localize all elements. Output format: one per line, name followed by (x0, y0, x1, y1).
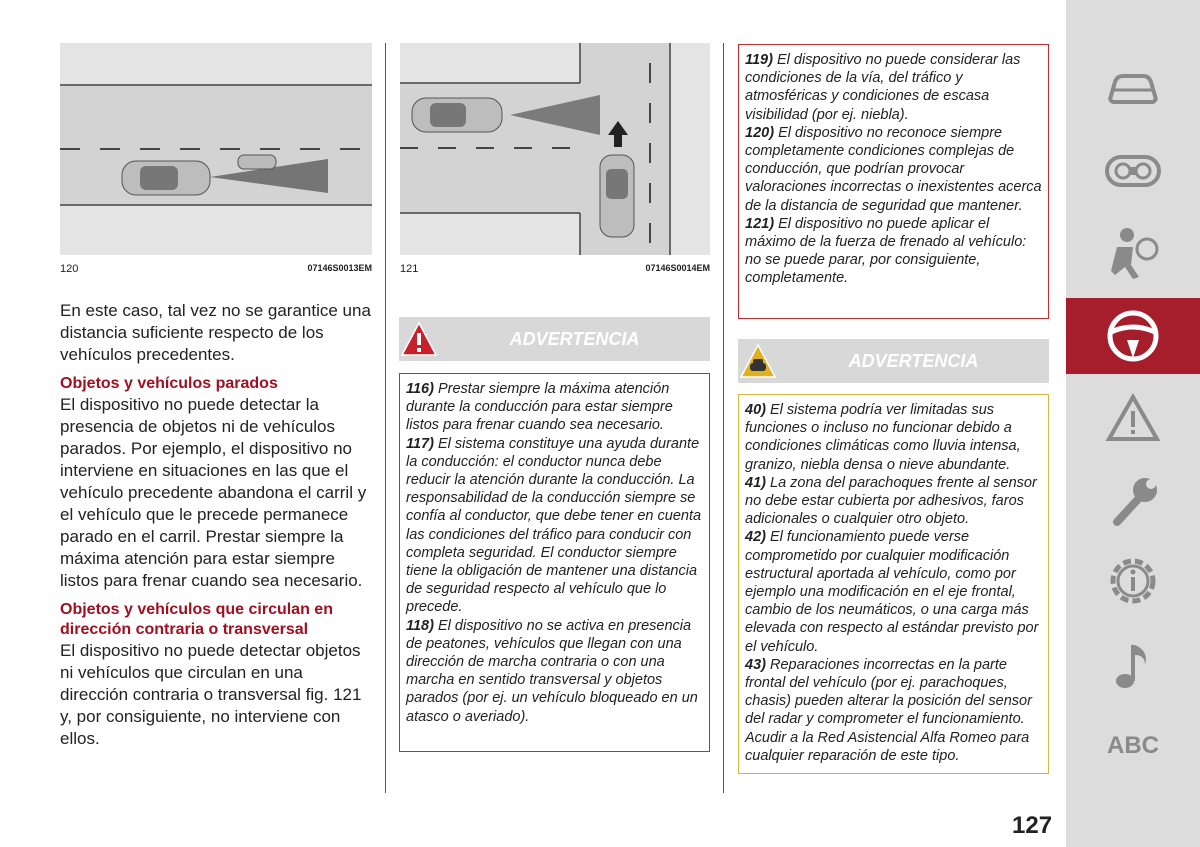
warning-item: 43) Reparaciones incorrectas en la parte frontal del vehículo (por ej. parachoques, chasis) pueden alterar la posición del sensor del radar y comprometer el funcionamiento. Acudir a la Red Asistencial Alfa Romeo para cualquier reparación de este tipo. (745, 656, 1032, 764)
chapter-sidebar (1066, 0, 1200, 847)
warning-item: 40) El sistema podría ver limitadas sus funciones o incluso no funcionar debido a condiciones climáticas como lluvia intensa, granizo, niebla densa o nieve abundante. (745, 402, 1021, 473)
airbag-icon[interactable] (1066, 213, 1200, 289)
figure-code: 07146S0014EM (645, 263, 710, 273)
warning-box (399, 373, 710, 752)
warning-title: ADVERTENCIA (848, 351, 979, 371)
warning-triangle-icon[interactable] (1066, 380, 1200, 456)
figure-120-illustration (60, 43, 372, 255)
warning-item: 116) Prestar siempre la máxima atención durante la conducción para estar siempre listos para frenar cuando sea necesario. (406, 381, 673, 434)
page-number: 127 (1012, 812, 1053, 839)
dashboard-icon[interactable] (1066, 133, 1200, 209)
section-paragraph: El dispositivo no puede detectar objetos ni vehículos que circulan en una dirección contraria o transversal fig. 121 y, por consiguiente, no interviene con ellos. (60, 641, 362, 748)
info-gear-icon[interactable] (1066, 543, 1200, 619)
warning-header (738, 339, 1049, 383)
figure-120-caption (60, 263, 372, 275)
left-column (60, 300, 372, 758)
figure-number: 121 (400, 263, 419, 275)
figure-121 (400, 43, 710, 255)
warning-item: 42) El funcionamiento puede verse comprometido por cualquier modificación estructural aportada al vehículo, como por ejemplo una modificación en el eje frontal, cambio de los neumáticos, o una carga más elevada con respecto al estándar previsto por el vehículo. (745, 529, 1039, 655)
warning-item: 119) El dispositivo no puede considerar las condiciones de la vía, del tráfico y atmosféricas y condiciones de escasa visibilidad (por ej. niebla). (745, 52, 1021, 123)
figure-121-illustration (400, 43, 710, 255)
abc-label[interactable]: ABC (1107, 732, 1159, 759)
warning-box-continued (738, 44, 1049, 319)
warning-item: 118) El dispositivo no se activa en presencia de peatones, vehículos que llegan con una dirección de marcha contraria o con una marcha en sentido transversal y objetos parados (por ej. un vehículo bloqueado en un atasco o averiado). (406, 617, 698, 725)
figure-120 (60, 43, 372, 255)
warning-item: 41) La zona del parachoques frente al sensor no debe estar cubierta por adhesivos, faros adicionales o cualquier otro objeto. (745, 474, 1037, 528)
warning-box (738, 394, 1049, 774)
wrench-icon[interactable] (1066, 462, 1200, 538)
warning-header (399, 317, 710, 361)
figure-number: 120 (60, 263, 79, 275)
warning-title: ADVERTENCIA (509, 329, 640, 349)
intro-paragraph: En este caso, tal vez no se garantice una distancia suficiente respecto de los vehículos precedentes. (60, 301, 371, 364)
section-heading: Objetos y vehículos que circulan en dirección contraria o transversal (60, 601, 333, 638)
warning-item: 121) El dispositivo no puede aplicar el máximo de la fuerza de frenado al vehículo: no se puede parar, por consiguiente, completamente. (745, 215, 1027, 287)
warning-item: 117) El sistema constituye una ayuda durante la conducción: el conductor nunca debe reducir la atención durante la conducción. La responsabilidad de la conducción siempre se confía al conductor, que debe tener en cuenta las condiciones del tráfico para conducir con completa seguridad. El conductor siempre tiene la obligación de mantener una distancia de seguridad respecto al vehículo que lo precede. (406, 435, 702, 616)
column-divider (723, 43, 724, 793)
car-icon[interactable] (1066, 50, 1200, 126)
music-note-icon[interactable] (1066, 627, 1200, 703)
figure-code: 07146S0013EM (307, 263, 372, 273)
section-paragraph: El dispositivo no puede detectar la presencia de objetos ni de vehículos parados. Por ejemplo, el dispositivo no interviene en situaciones en las que el vehículo precedente abandona el carril y el vehículo que le precede permanece parado en el carril. Prestar siempre la máxima atención para estar siempre listos para frenar cuando sea necesario. (60, 395, 367, 590)
section-heading: Objetos y vehículos parados (60, 375, 278, 392)
steering-wheel-icon[interactable] (1066, 298, 1200, 374)
figure-121-caption (400, 263, 710, 275)
column-divider (385, 43, 386, 793)
warning-item: 120) El dispositivo no reconoce siempre completamente condiciones complejas de conducción, que podrían provocar valoraciones incorrectas o inexistentes acerca de la distancia de seguridad que mantener. (745, 124, 1042, 214)
